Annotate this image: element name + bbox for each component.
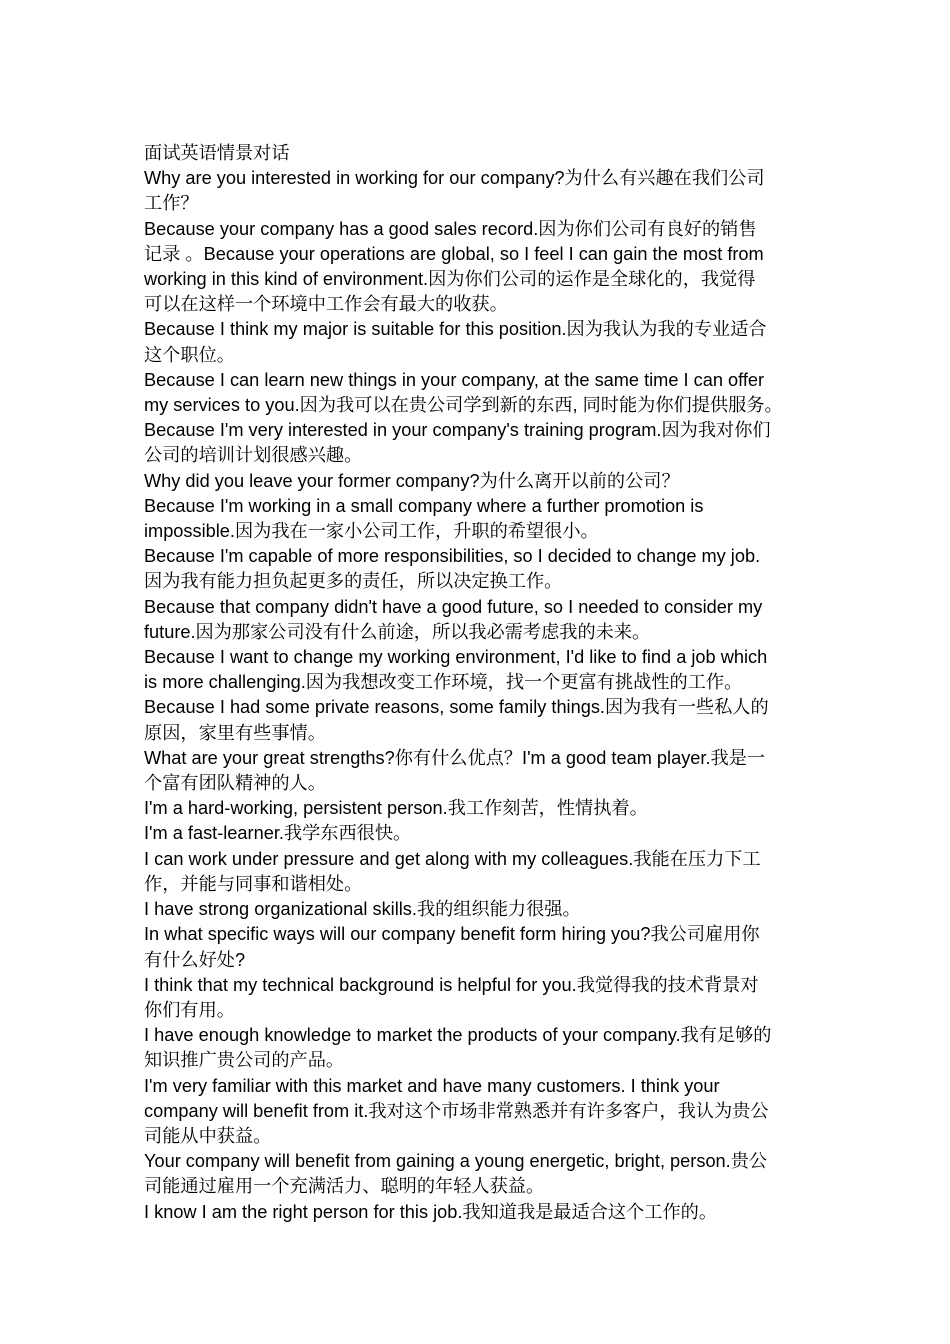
text-line: impossible.因为我在一家小公司工作，升职的希望很小。	[144, 521, 599, 542]
text-line: 司能通过雇用一个充满活力、聪明的年轻人获益。	[144, 1176, 545, 1197]
text-line: Because that company didn't have a good future, so I needed to consider my	[144, 596, 763, 617]
text-line: my services to you.因为我可以在贵公司学到新的东西, 同时能为你们提供服务。	[144, 395, 783, 416]
text-line: Because I'm very interested in your company's training program.因为我对你们	[144, 420, 771, 441]
text-line: Your company will benefit from gaining a young energetic, bright, person.贵公	[144, 1151, 768, 1172]
text-line: I think that my technical background is helpful for you.我觉得我的技术背景对	[144, 974, 759, 995]
text-line: 这个职位。	[144, 344, 235, 365]
text-line: Because I want to change my working environment, I'd like to find a job which	[144, 647, 768, 668]
text-line: 个富有团队精神的人。	[144, 773, 326, 794]
text-line: Why are you interested in working for our company?为什么有兴趣在我们公司	[144, 168, 765, 189]
text-line: I'm very familiar with this market and have many customers. I think your	[144, 1075, 720, 1096]
text-line: working in this kind of environment.因为你们公司的运作是全球化的，我觉得	[144, 269, 756, 290]
text-line: Because I think my major is suitable for this position.因为我认为我的专业适合	[144, 319, 767, 340]
text-line: Because I'm working in a small company where a further promotion is	[144, 495, 704, 516]
text-line: I know I am the right person for this job.我知道我是最适合这个工作的。	[144, 1201, 718, 1222]
text-line: Because I can learn new things in your company, at the same time I can offer	[144, 369, 765, 390]
text-line: 司能从中获益。	[144, 1125, 272, 1146]
text-line: 知识推广贵公司的产品。	[144, 1050, 345, 1071]
document-title: 面试英语情景对话	[144, 143, 290, 163]
text-line: Because I'm capable of more responsibilities, so I decided to change my job.	[144, 546, 761, 567]
text-line: 公司的培训计划很感兴趣。	[144, 445, 363, 466]
text-line: I can work under pressure and get along with my colleagues.我能在压力下工	[144, 848, 761, 869]
text-line: 原因，家里有些事情。	[144, 722, 326, 743]
text-line: Because your company has a good sales record.因为你们公司有良好的销售	[144, 218, 757, 239]
document-body	[144, 141, 810, 1225]
text-line: I'm a fast-learner.我学东西很快。	[144, 823, 412, 844]
text-line: is more challenging.因为我想改变工作环境，找一个更富有挑战性的工作。	[144, 672, 743, 693]
text-line: 你们有用。	[144, 999, 235, 1020]
text-line: future.因为那家公司没有什么前途，所以我必需考虑我的未来。	[144, 621, 651, 642]
text-line: 因为我有能力担负起更多的责任，所以决定换工作。	[144, 571, 563, 592]
text-line: 有什么好处?	[144, 949, 246, 970]
text-line: 作，并能与同事和谐相处。	[144, 873, 363, 894]
text-line: Because I had some private reasons, some family things.因为我有一些私人的	[144, 697, 769, 718]
text-line: 工作？	[144, 193, 199, 214]
text-line: company will benefit from it.我对这个市场非常熟悉并有许多客户，我认为贵公	[144, 1100, 769, 1121]
text-line: What are your great strengths?你有什么优点？I'm a good team player.我是一	[144, 747, 766, 768]
text-line: I have enough knowledge to market the products of your company.我有足够的	[144, 1025, 772, 1046]
text-line: I have strong organizational skills.我的组织能力很强。	[144, 899, 581, 920]
text-line: I'm a hard-working, persistent person.我工作刻苦，性情执着。	[144, 798, 648, 819]
text-line: In what specific ways will our company benefit form hiring you?我公司雇用你	[144, 924, 760, 945]
text-line: 记录 。Because your operations are global, so I feel I can gain the most from	[144, 243, 764, 264]
text-line: 可以在这样一个环境中工作会有最大的收获。	[144, 294, 508, 315]
text-line: Why did you leave your former company?为什么离开以前的公司？	[144, 470, 680, 491]
